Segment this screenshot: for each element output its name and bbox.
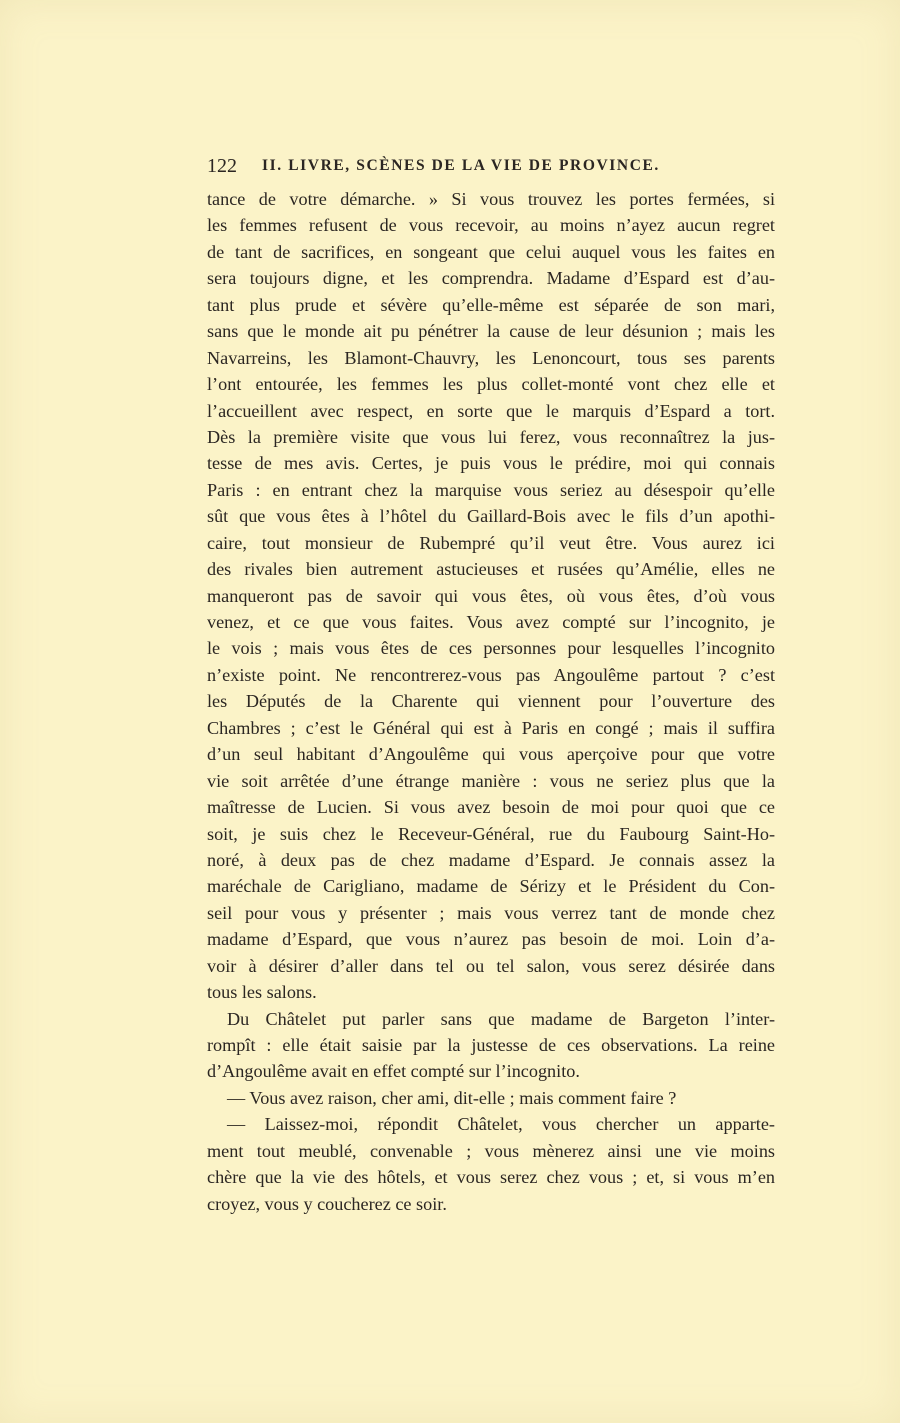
text-line: des rivales bien autrement astucieuses et rusées qu’Amélie, elles ne — [207, 559, 775, 580]
text-line: les femmes refusent de vous recevoir, au moins n’ayez aucun regret — [207, 215, 775, 236]
text-line: — Vous avez raison, cher ami, dit-elle ; mais comment faire ? — [227, 1087, 677, 1108]
text-line: manqueront pas de savoir qui vous êtes, où vous êtes, d’où vous — [207, 585, 775, 606]
text-line: maréchale de Carigliano, madame de Sérizy et le Président du Con- — [207, 876, 775, 897]
text-line: l’ont entourée, les femmes les plus collet-monté vont chez elle et — [207, 374, 775, 395]
text-line: voir à désirer d’aller dans tel ou tel salon, vous serez désirée dans — [207, 955, 775, 976]
paragraph — [207, 186, 775, 1006]
text-line: sera toujours digne, et les comprendra. Madame d’Espard est d’au- — [207, 268, 775, 289]
text-line: Dès la première visite que vous lui ferez, vous reconnaîtrez la jus- — [207, 426, 775, 447]
text-line: Paris : en entrant chez la marquise vous seriez au désespoir qu’elle — [207, 479, 775, 500]
text-line: Du Châtelet put parler sans que madame de Bargeton l’inter- — [227, 1008, 775, 1029]
text-line: tous les salons. — [207, 982, 317, 1003]
text-line: croyez, vous y coucherez ce soir. — [207, 1193, 447, 1214]
text-line: d’un seul habitant d’Angoulême qui vous aperçoive pour que votre — [207, 744, 775, 765]
text-line: d’Angoulême avait en effet compté sur l’incognito. — [207, 1061, 580, 1082]
paragraph — [207, 1006, 775, 1085]
paragraph — [207, 1085, 775, 1111]
text-line: soit, je suis chez le Receveur-Général, rue du Faubourg Saint-Ho- — [207, 823, 775, 844]
text-line: de tant de sacrifices, en songeant que celui auquel vous les faites en — [207, 241, 775, 262]
text-line: le vois ; mais vous êtes de ces personnes pour lesquelles l’incognito — [207, 638, 775, 659]
text-line: maîtresse de Lucien. Si vous avez besoin de moi pour quoi que ce — [207, 797, 775, 818]
text-line: ment tout meublé, convenable ; vous mènerez ainsi une vie moins — [207, 1140, 775, 1161]
text-line: chère que la vie des hôtels, et vous serez chez vous ; et, si vous m’en — [207, 1167, 775, 1188]
text-line: madame d’Espard, que vous n’aurez pas besoin de moi. Loin d’a- — [207, 929, 775, 950]
running-title: II. LIVRE, SCÈNES DE LA VIE DE PROVINCE. — [262, 157, 660, 174]
page-number: 122 — [207, 155, 237, 177]
text-line: sût que vous êtes à l’hôtel du Gaillard-Bois avec le fils d’un apothi- — [207, 506, 775, 527]
text-line: sans que le monde ait pu pénétrer la cause de leur désunion ; mais les — [207, 321, 775, 342]
text-line: Chambres ; c’est le Général qui est à Paris en congé ; mais il suffira — [207, 717, 775, 738]
running-header — [207, 155, 775, 183]
text-line: tant plus prude et sévère qu’elle-même est séparée de son mari, — [207, 294, 775, 315]
text-line: n’existe point. Ne rencontrerez-vous pas Angoulême partout ? c’est — [207, 664, 775, 685]
text-line: — Laissez-moi, répondit Châtelet, vous chercher un apparte- — [227, 1114, 775, 1135]
body-text — [207, 186, 775, 1217]
text-line: l’accueillent avec respect, en sorte que le marquis d’Espard a tort. — [207, 400, 775, 421]
text-line: seil pour vous y présenter ; mais vous verrez tant de monde chez — [207, 902, 775, 923]
paragraph — [207, 1111, 775, 1217]
text-line: venez, et ce que vous faites. Vous avez compté sur l’incognito, je — [207, 612, 775, 632]
text-line: rompît : elle était saisie par la justesse de ces observations. La reine — [207, 1035, 775, 1055]
text-line: tance de votre démarche. » Si vous trouvez les portes fermées, si — [207, 189, 775, 209]
text-line: caire, tout monsieur de Rubempré qu’il veut être. Vous aurez ici — [207, 532, 775, 553]
text-line: vie soit arrêtée d’une étrange manière : vous ne seriez plus que la — [207, 770, 775, 791]
text-line: Navarreins, les Blamont-Chauvry, les Lenoncourt, tous ses parents — [207, 347, 775, 368]
text-line: les Députés de la Charente qui viennent pour l’ouverture des — [207, 691, 775, 712]
text-line: tesse de mes avis. Certes, je puis vous le prédire, moi qui connais — [207, 453, 775, 474]
text-line: noré, à deux pas de chez madame d’Espard. Je connais assez la — [207, 849, 775, 870]
